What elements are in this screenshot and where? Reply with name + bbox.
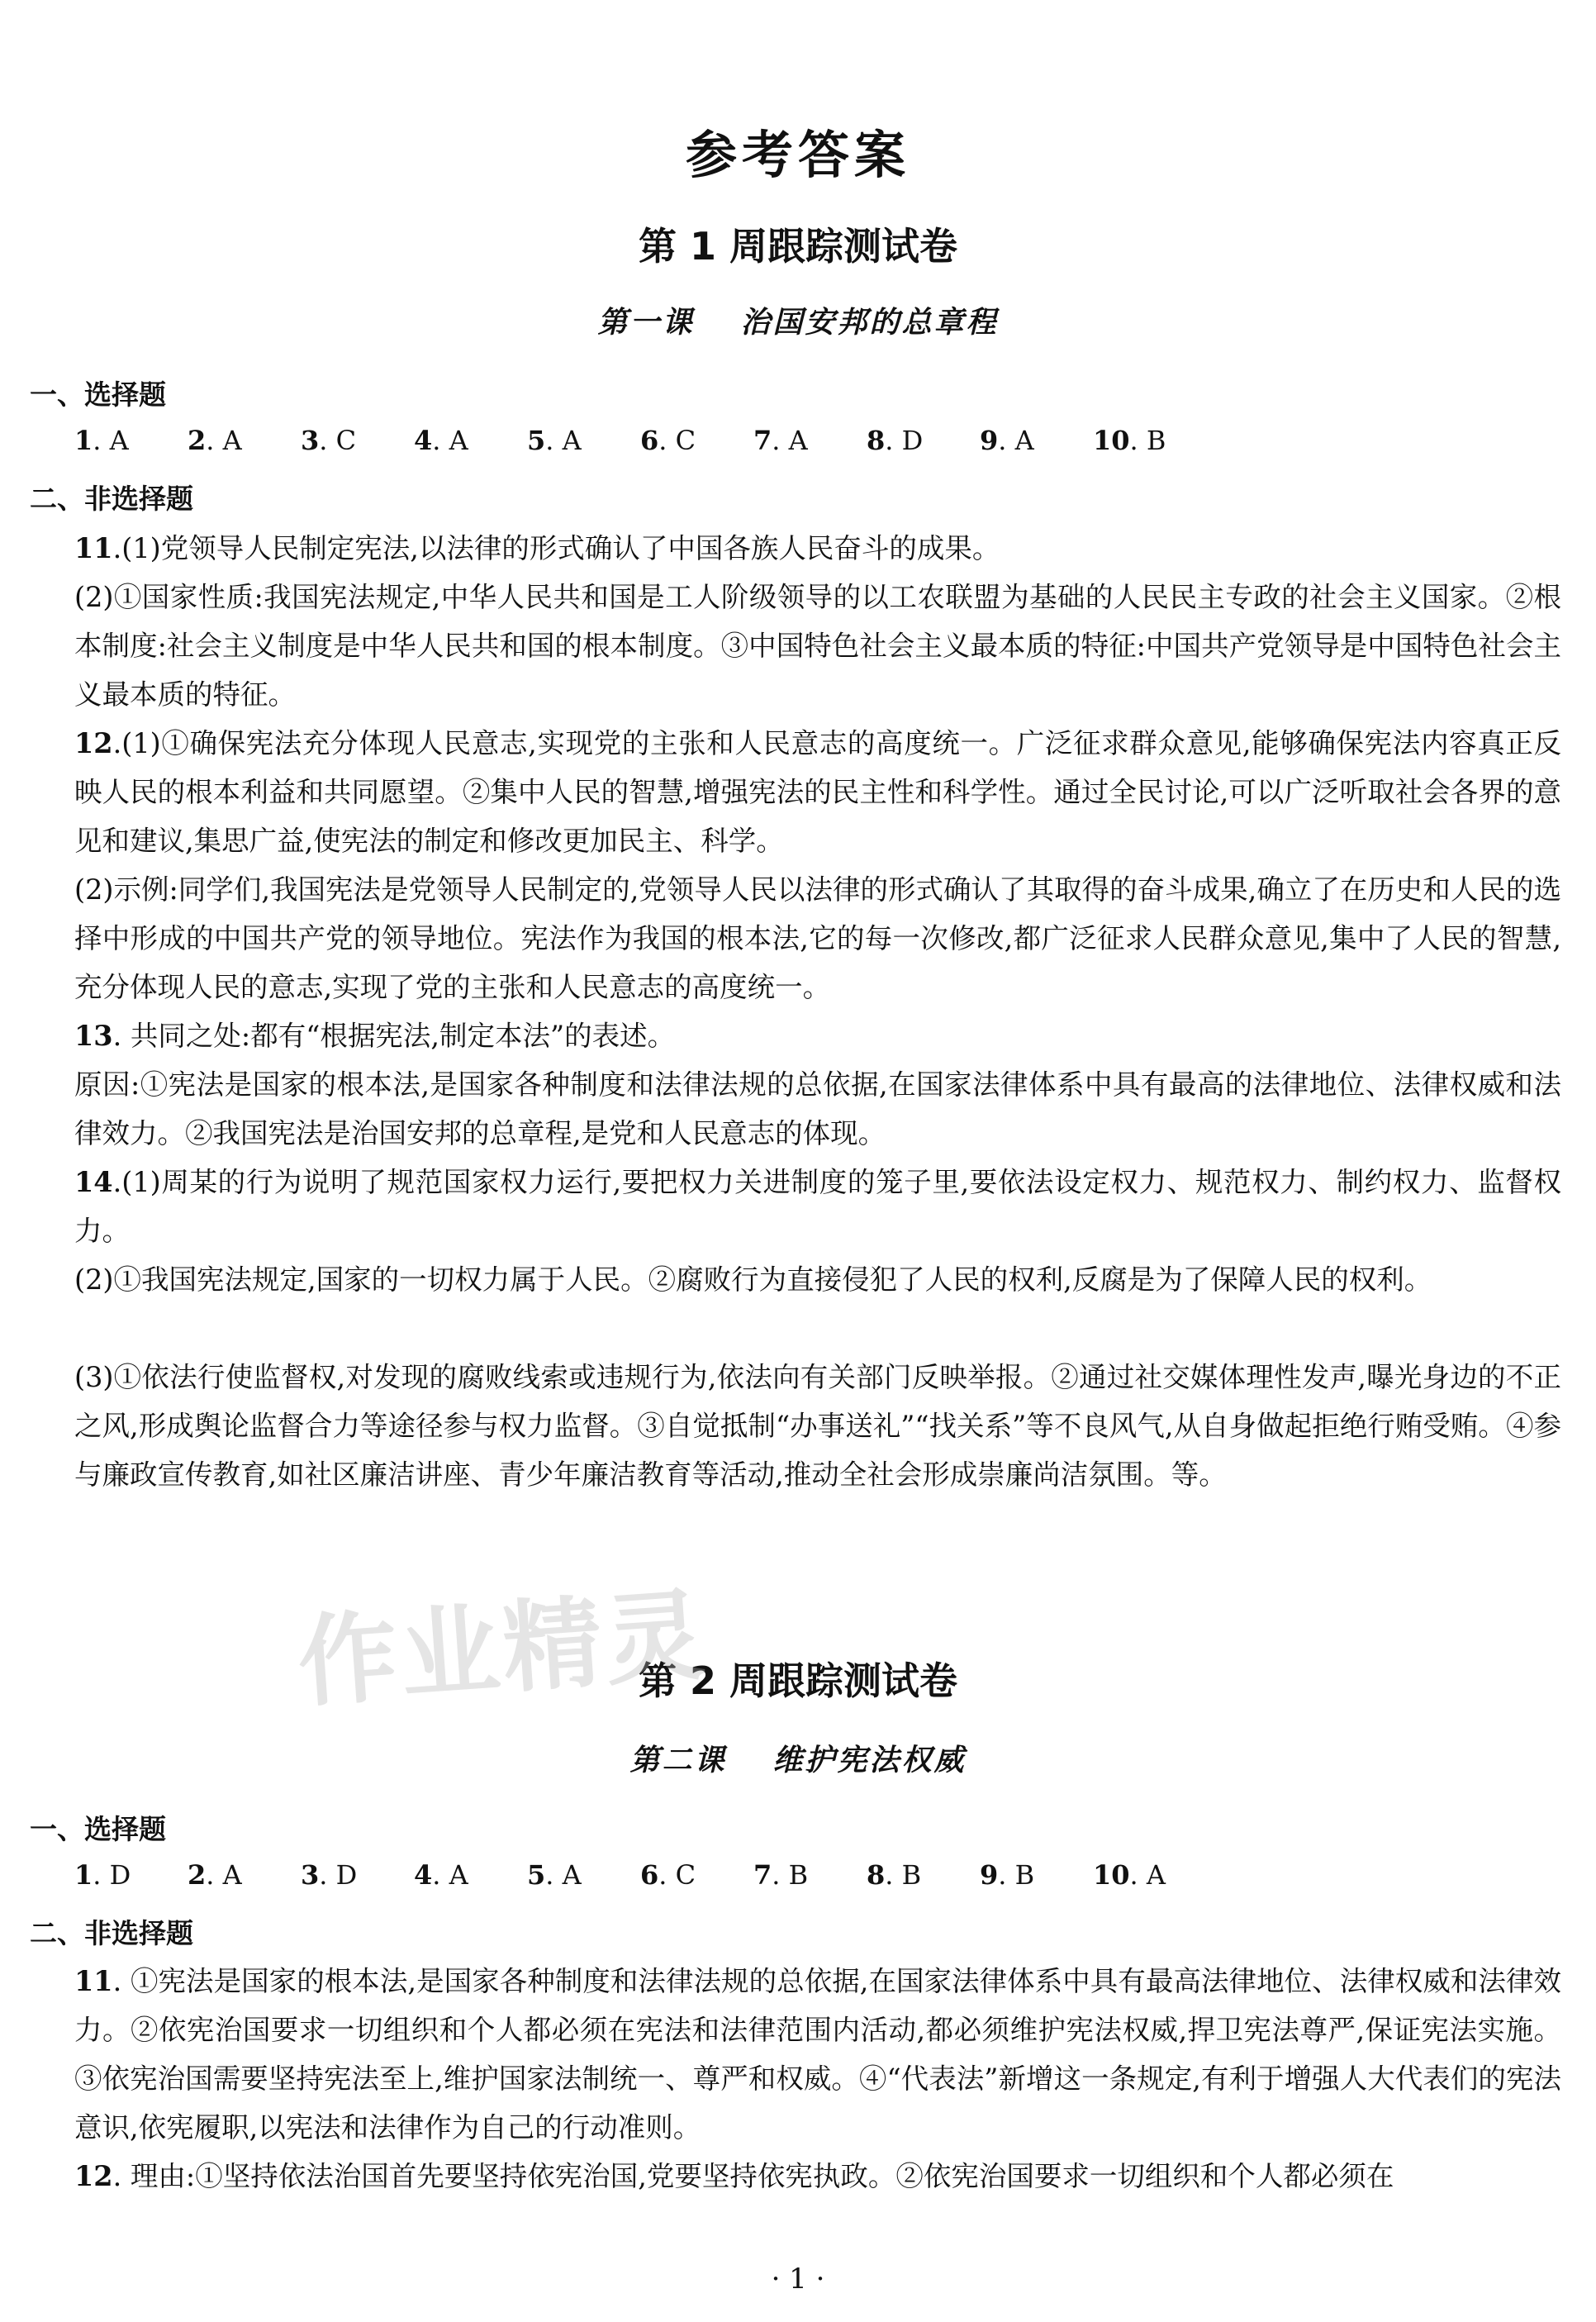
- mc-answer: 10. A: [1093, 1859, 1166, 1891]
- week-2-mc-answers: [74, 1859, 1206, 1891]
- mc-answer: 4. A: [414, 1859, 468, 1891]
- mc-answer: 3. D: [301, 1859, 358, 1891]
- mc-answer: 2. A: [188, 1859, 242, 1891]
- lesson-name: 维护宪法权威: [772, 1743, 967, 1777]
- week-1-mc-answers: [74, 425, 1206, 456]
- answer-paragraph: (2)示例:同学们,我国宪法是党领导人民制定的,党领导人民以法律的形式确认了其取得的奋斗成果,确立了在历史和人民的选择中形成的中国共产党的领导地位。宪法作为我国的根本法,它的每一次修改,都广泛征求人民群众意见,集中了人民的智慧,充分体现人民的意志,实现了党的主张和人民意志的高度统一。: [74, 873, 1561, 1003]
- mc-answer: 7. A: [753, 425, 808, 456]
- week-2-title: 第 2 周跟踪测试卷: [638, 1658, 958, 1703]
- lesson-name: 治国安邦的总章程: [740, 305, 999, 340]
- week-2-lesson-title: [0, 1737, 1596, 1779]
- mc-answer: 6. C: [640, 1859, 696, 1891]
- mc-answer: 7. B: [753, 1859, 809, 1891]
- mc-answer: 9. A: [980, 425, 1034, 456]
- mc-answer: 8. B: [867, 1859, 922, 1891]
- answer-paragraph: 11. ①宪法是国家的根本法,是国家各种制度和法律法规的总依据,在国家法律体系中具有最高法律地位、法律权威和法律效力。②依宪治国要求一切组织和个人都必须在宪法和法律范围内活动,都必须维护宪法权威,捍卫宪法尊严,保证宪法实施。③依宪治国需要坚持宪法至上,维护国家法制统一、尊严和权威。④“代表法”新增这一条规定,有利于增强人大代表们的宪法意识,依宪履职,以宪法和法律作为自己的行动准则。: [74, 1965, 1561, 2144]
- answer-paragraph: (3)①依法行使监督权,对发现的腐败线索或违规行为,依法向有关部门反映举报。②通过社交媒体理性发声,曝光身边的不正之风,形成舆论监督合力等途径参与权力监督。③自觉抵制“办事送礼”“找关系”等不良风气,从自身做起拒绝行贿受贿。④参与廉政宣传教育,如社区廉洁讲座、青少年廉洁教育等活动,推动全社会形成崇廉尚洁氛围。等。: [74, 1361, 1561, 1491]
- week-1-open-heading: 二、非选择题: [30, 483, 193, 515]
- answer-paragraph: (2)①国家性质:我国宪法规定,中华人民共和国是工人阶级领导的以工农联盟为基础的人民民主专政的社会主义国家。②根本制度:社会主义制度是中华人民共和国的根本制度。③中国特色社会主义最本质的特征:中国共产党领导是中国特色社会主义最本质的特征。: [74, 581, 1561, 711]
- mc-answer: 1. A: [74, 425, 129, 456]
- answer-paragraph: 12. 理由:①坚持依法治国首先要坚持依宪治国,党要坚持依宪执政。②依宪治国要求一切组织和个人都必须在: [74, 2160, 1394, 2192]
- mc-answer: 2. A: [188, 425, 242, 456]
- mc-answer: 1. D: [74, 1859, 131, 1891]
- answer-paragraph: 14.(1)周某的行为说明了规范国家权力运行,要把权力关进制度的笼子里,要依法设定权力、规范权力、制约权力、监督权力。: [74, 1166, 1561, 1247]
- mc-answer: 5. A: [527, 1859, 582, 1891]
- answer-paragraph: 11.(1)党领导人民制定宪法,以法律的形式确认了中国各族人民奋斗的成果。: [74, 532, 1000, 564]
- week-2-mc-heading: 一、选择题: [30, 1813, 166, 1845]
- answer-paragraph: 13. 共同之处:都有“根据宪法,制定本法”的表述。: [74, 1020, 676, 1052]
- week-1-lesson-title: [0, 299, 1596, 341]
- watermark: 作业精灵: [294, 1577, 711, 1722]
- answer-paragraph: 原因:①宪法是国家的根本法,是国家各种制度和法律法规的总依据,在国家法律体系中具有最高的法律地位、法律权威和法律效力。②我国宪法是治国安邦的总章程,是党和人民意志的体现。: [74, 1068, 1561, 1149]
- week-2-open-heading: 二、非选择题: [30, 1917, 193, 1949]
- answer-paragraph: (2)①我国宪法规定,国家的一切权力属于人民。②腐败行为直接侵犯了人民的权利,反腐是为了保障人民的权利。: [74, 1263, 1432, 1296]
- mc-answer: 3. C: [301, 425, 357, 456]
- mc-answer: 8. D: [867, 425, 924, 456]
- page-number: · 1 ·: [771, 2263, 825, 2296]
- answer-paragraph: 12.(1)①确保宪法充分体现人民意志,实现党的主张和人民意志的高度统一。广泛征求群众意见,能够确保宪法内容真正反映人民的根本利益和共同愿望。②集中人民的智慧,增强宪法的民主性和科学性。通过全民讨论,可以广泛听取社会各界的意见和建议,集思广益,使宪法的制定和修改更加民主、科学。: [74, 727, 1561, 857]
- mc-answer: 10. B: [1093, 425, 1166, 456]
- mc-answer: 5. A: [527, 425, 582, 456]
- mc-answer: 9. B: [980, 1859, 1035, 1891]
- lesson-label: 第二课: [629, 1743, 727, 1777]
- page-title: 参考答案: [685, 125, 910, 185]
- week-1-mc-heading: 一、选择题: [30, 378, 166, 411]
- mc-answer: 6. C: [640, 425, 696, 456]
- week-1-title: 第 1 周跟踪测试卷: [638, 224, 958, 269]
- mc-answer: 4. A: [414, 425, 468, 456]
- lesson-label: 第一课: [597, 305, 695, 340]
